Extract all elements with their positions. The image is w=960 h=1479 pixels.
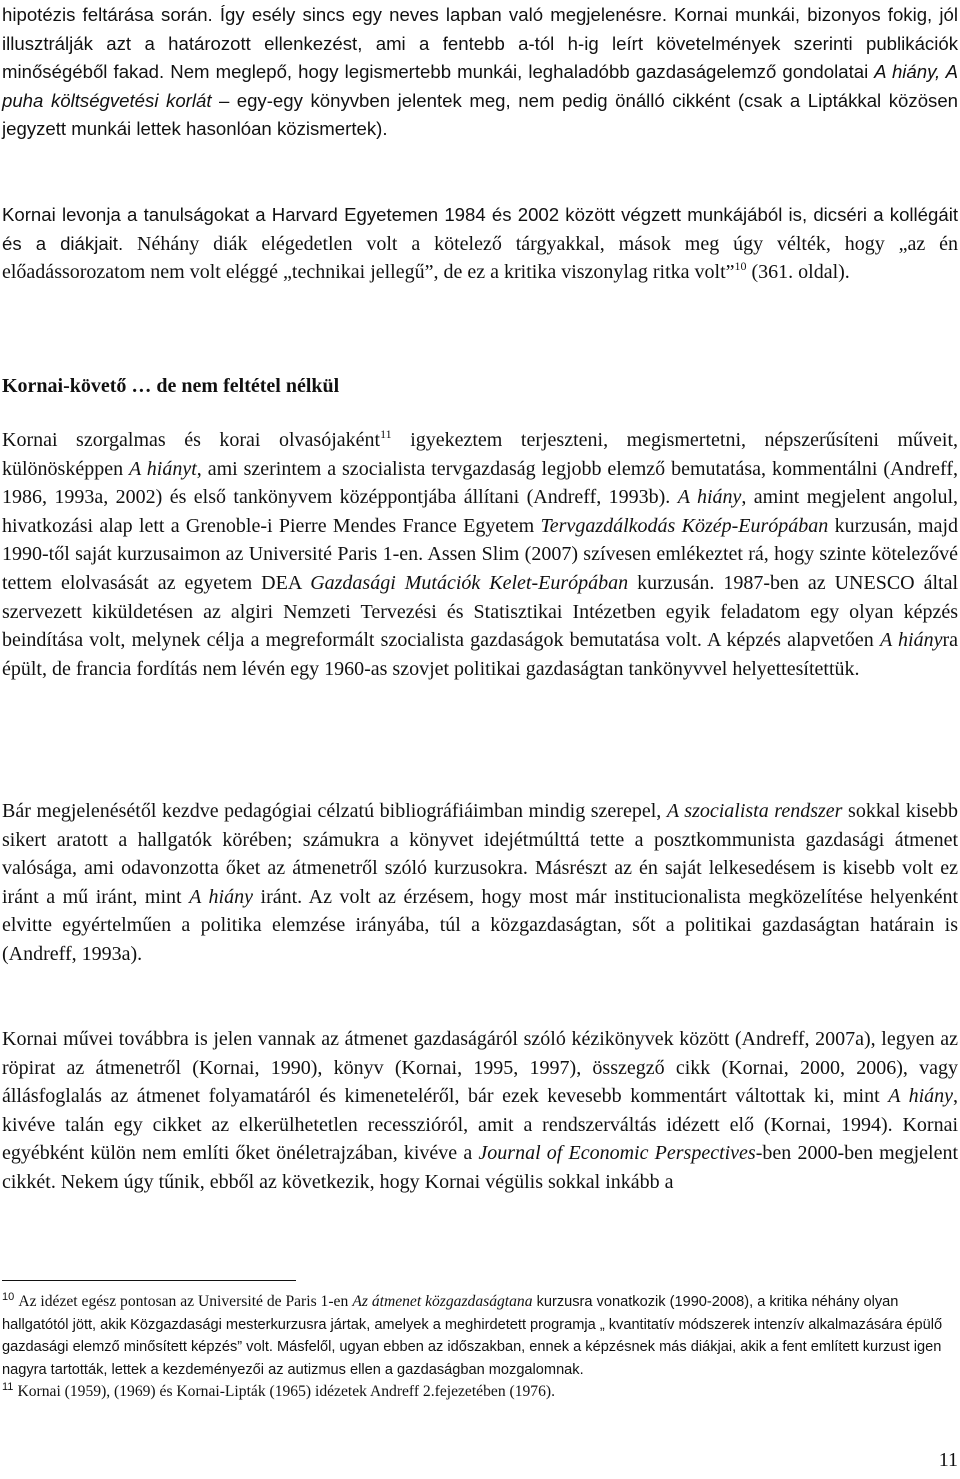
text-run: sokkal kisebb sikert aratott a hallgatók körében; számukra a könyvet idejétmúlttá tette a posztkommunista gazdasági átmenet valósága, ami odavonzotta őket az átmenetről szóló kurzusokra. Másrészt az én saját lelkesedésem is kisebb volt ez iránt a mű iránt, mint — [2, 800, 959, 908]
text-run: kurzusán. 1987-ben az UNESCO által szervezett kiküldetésen az algiri Nemzeti Tervezési és Statisztikai Intézetben egyik feladatom egy olyan képzés beindítása volt, melynek célja a megreformált szocialista gazdaságok bemutatása volt. A képzés alapvetően — [2, 571, 959, 652]
text-run: Az idézet egész pontosan az Université de Paris 1-en — [18, 1293, 349, 1310]
paragraph-harvard-lessons — [2, 201, 958, 287]
italic-title: A hiány — [888, 1085, 954, 1108]
text-run: Kornai (1959), (1969) és Kornai-Lipták (1965) idézetek Andreff 2.fejezetében (1976). — [17, 1383, 555, 1400]
footnote-10 — [2, 1291, 958, 1381]
italic-title: A hiányt — [129, 457, 197, 480]
text-run: Kornai levonja a tanulságokat a Harvard Egyetemen 1984 és 2002 között végzett munkájából is, dicséri a kollégáit és a diákjait. — [2, 204, 958, 254]
paragraph-transition-works — [2, 1025, 958, 1197]
footnote-number: 10 — [2, 1291, 15, 1303]
text-run: Kornai művei továbbra is jelen vannak az átmenet gazdaságáról szóló kézikönyvek között (Andreff, 2007a), legyen az röpirat az átmenetről (Kornai, 1990), könyv (Kornai, 1995, 1997), összegző cikk (Kornai, 2000, 2006), vagy állásfoglalás az átmenet folyamatáról és kimeneteléről, bár ezek kevesebb kommentárt váltottak ki, mint — [2, 1028, 958, 1108]
text-run: kurzusán, majd 1990-től saját kurzusaimon az Université Paris 1-en. Assen Slim (2007) szívesen emlékeztet rá, hogy szinte kötelezővé tettem elolvasását az egyetem DEA — [2, 514, 959, 594]
italic-title: Gazdasági Mutációk Kelet-Európában — [310, 571, 629, 594]
text-run: (361. oldal). — [751, 261, 850, 284]
footnotes — [2, 1291, 958, 1404]
italic-title: A hiány — [879, 629, 943, 652]
text-run: Bár megjelenésétől kezdve pedagógiai célzatú bibliográfiáimban mindig szerepel, — [2, 800, 662, 822]
italic-title: A szocialista rendszer — [666, 800, 843, 822]
page-number: 11 — [938, 1449, 958, 1471]
italic-title: Tervgazdálkodás Közép-Európában — [540, 514, 829, 537]
footnote-ref-11: 11 — [380, 427, 392, 441]
text-run: , kivéve talán egy cikket az elkerülhetetlen recesszióról, amit a rendszerváltás idézett elő (Kornai, 1994). Kornai egyébként külön nem említi őket önéletrajzában, kivéve a — [2, 1085, 959, 1165]
italic-title: A hiány — [677, 486, 742, 509]
italic-title: A hiány — [189, 885, 253, 908]
italic-title: Az átmenet közgazdaságtana — [352, 1293, 533, 1310]
footnote-11 — [2, 1381, 958, 1404]
text-run: hipotézis feltárása során. Így esély sincs egy neves lapban való megjelenésre. — [2, 4, 668, 25]
text-run: igyekeztem terjeszteni, megismertetni, népszerűsíteni műveit, különösképpen — [2, 429, 959, 480]
text-run: , ami szerintem a szocialista tervgazdaság legjobb elemző bemutatása, kommentálni (Andreff, 1986, 1993a, 2002) és első tankönyvem középpontjába állítani (Andreff, 1993b). — [2, 457, 958, 509]
paragraph-early-reader — [2, 426, 958, 683]
footnote-ref-10: 10 — [734, 259, 747, 274]
section-heading: Kornai-követő … de nem feltétel nélkül — [2, 375, 340, 397]
paragraph-socialist-system — [2, 797, 958, 969]
footnote-number: 11 — [2, 1381, 14, 1393]
footnote-divider — [2, 1280, 296, 1281]
text-run: egy-egy könyvben jelentek meg, nem pedig önálló cikként (csak a Liptákkal közösen jegyzett munkái lettek hasonlóan közismertek). — [2, 89, 959, 140]
text-run: ra épült, de francia fordítás nem lévén egy 1960-as szovjet politikai gazdaságtan tankönyvvel helyettesítettük. — [2, 629, 958, 680]
text-run: iránt. Az volt az érzésem, hogy most már institucionalista megközelítése helyenként elvitte egyértelműen a politika elemzése irányába, túl a közgazdaságtan, sőt a politikai gazdaságtan határain is (Andreff, 1993a). — [2, 885, 959, 965]
text-run: Kornai szorgalmas és korai olvasójaként — [2, 429, 381, 451]
text-run: Néhány diák elégedetlen volt a kötelező tárgyakkal, mások meg úgy vélték, hogy „az én előadássorozatom nem volt eléggé „technikai jellegű”, de ez a kritika viszonylag ritka volt” — [2, 232, 958, 284]
text-run: , amint megjelent angolul, hivatkozási alap lett a Grenoble-i Pierre Mendes France Egyetem — [2, 486, 958, 537]
italic-title: Journal of Economic Perspectives — [478, 1142, 756, 1165]
text-run: Kornai munkái, bizonyos fokig, jól illusztrálják azt a határozott ellenkezést, ami a fentebb a-tól h-ig leírt követelmények szerinti publikációk minőségéből fakad. Nem meglepő, hogy legismertebb munkái, leghaladóbb gazdaságelemző gondolatai — [2, 4, 959, 83]
text-run: -ben 2000-ben megjelent cikkét. Nekem úgy tűnik, ebből az következik, hogy Kornai végülis sokkal inkább a — [2, 1142, 959, 1193]
text-run: kurzusra vonatkozik (1990-2008), a kritika néhány olyan hallgatótól jött, akik Közgazdasági mesterkurzusra jártak, amelyek a meghirdetett programja „ kvantitatív módszerek intenzív alkalmazására épülő gazdasági elemző minősített képzés” volt. Másfelől, ugyan ebben az időszakban, ennek a képzésnek más diákjai, akik a fent említett kurzust igen nagyra tartották, lettek a kezdeményezői az autizmus ellen a gazdaságban mozgalomnak. — [2, 1294, 943, 1378]
italic-title: A hiány, A puha költségvetési korlát — [2, 61, 958, 111]
paragraph-publication-quality: hipotézis feltárása során. Így esély sincs egy neves lapban való megjelenésre. Kornai munkái, bizonyos fokig, jól illusztrálják azt a határozott ellenkezést, ami a fentebb a-tól h-ig leírt követelmények szerinti publikációk minőségéből fakad. Nem meglepő, hogy legismertebb munkái, leghaladóbb gazdaságelemző gondolatai A hiány, A puha költségvetési korlát – egy-egy könyvben jelentek meg, nem pedig önálló cikként (csak a Liptákkal közösen jegyzett munkái lettek hasonlóan közismertek). — [2, 4, 959, 140]
